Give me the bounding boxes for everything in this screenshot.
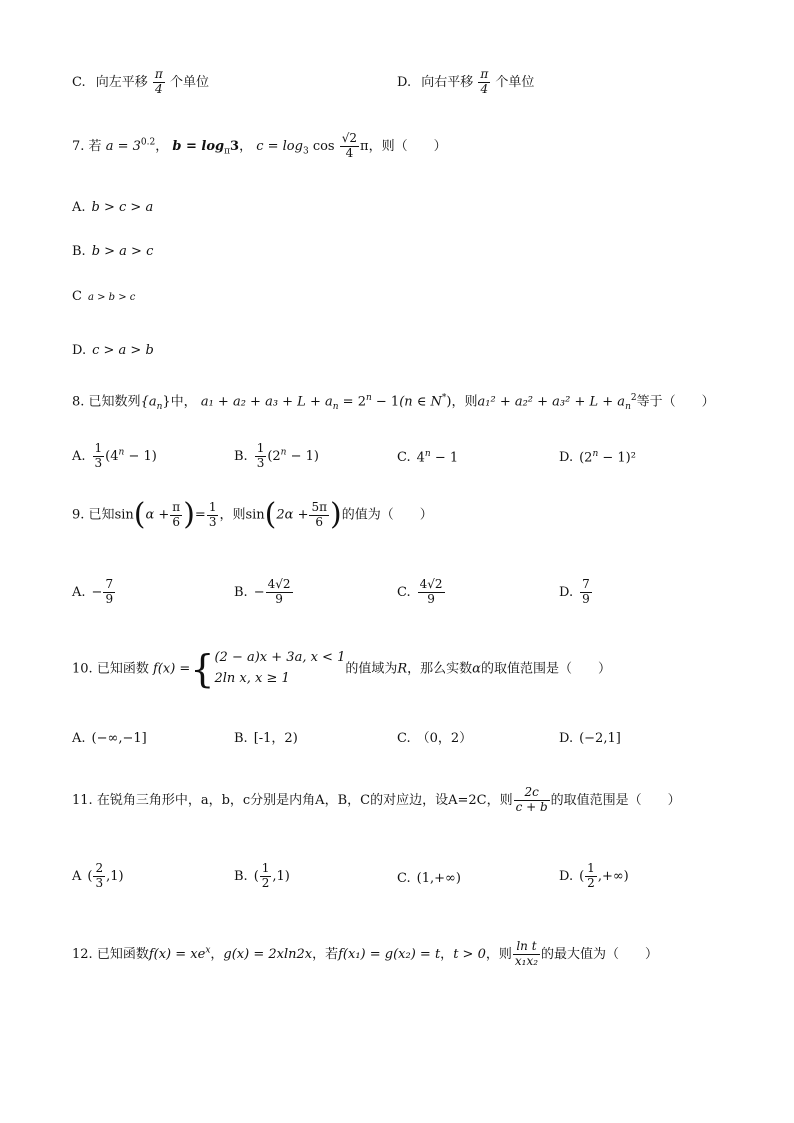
q8-option-b: B. $\frac{1}{3}$ $(2^n - 1)$: [234, 441, 319, 470]
q10-stem: 10. 已知函数 f(x) ={ (2 − a)x + 3a, x < 1 2ln x, x ≥ 1 的值域为R，那么实数α的取值范围是（ ）: [72, 646, 611, 691]
q10-option-b: B. [-1，2): [234, 731, 298, 746]
q10-option-c: C. （0，2）: [397, 731, 473, 746]
q11-option-a: A ( $\frac{2}{3}$ ,1): [72, 861, 124, 890]
fraction: $\frac{\pi}{4}$: [154, 67, 163, 96]
q12-stem: 12. 已知函数$f(x) = xe^x$，g(x) = 2xln2x，若f(x₁) = g(x₂) = t，t > 0，则 $\frac{\text{ln t}}{\text{x₁x₂}}$ 的最大值为（ ）: [72, 939, 659, 968]
q9-option-d: D. $\frac{7}{9}$: [559, 577, 590, 606]
q10-option-d: D. (−2,1]: [559, 731, 621, 746]
q8-option-a: A. $\frac{1}{3}$ $(4^n - 1)$: [72, 441, 157, 470]
q7-option-a: A. b > c > a: [72, 200, 154, 215]
q8-option-c: C. $4^n - 1$: [397, 449, 459, 466]
q8-stem: 8. 已知数列$\{a_n\}$中， $a_1 + a_2 + a_3 + L + a_n = 2^n - 1(n$ ∈ N*)，则$a_1^2 + a_2^2 + a_3^2 + L + a_n^2$等于（ ）: [72, 393, 715, 412]
q11-option-c: C. (1,+∞): [397, 871, 461, 886]
q11-stem: 11. 在锐角三角形中，a，b，c分别是内角A，B，C的对应边，设A=2C，则 $\frac{2c}{c + b}$ 的取值范围是（ ）: [72, 785, 681, 814]
fraction: $\frac{\pi}{4}$: [480, 67, 489, 96]
q9-stem: 9. 已知sin(α + $\frac{\pi}{6}$ )= $\frac{1}{3}$ ，则sin(2α + $\frac{5\pi}{6}$ )的值为（ ）: [72, 497, 433, 532]
q7-option-c: C a > b > c: [72, 289, 136, 304]
q8-option-d: D. $(2^n - 1)^2$: [559, 449, 636, 466]
q9-option-a: A. − $\frac{7}{9}$: [72, 577, 114, 606]
q7-option-b: B. b > a > c: [72, 244, 154, 259]
q6-option-d: D. 向右平移 $\frac{\pi}{4}$ 个单位: [397, 67, 535, 96]
fraction: $\frac{√2}{4}$: [341, 131, 358, 160]
q11-option-d: D. ( $\frac{1}{2}$ ,+∞): [559, 861, 629, 890]
q9-option-c: C. $\frac{4√2}{9}$: [397, 577, 443, 606]
q10-option-a: A. (−∞,−1]: [72, 731, 147, 746]
q6-option-c: C. 向左平移 $\frac{\pi}{4}$ 个单位: [72, 67, 209, 96]
q7-option-d: D. c > a > b: [72, 343, 154, 358]
q9-option-b: B. − $\frac{4√2}{9}$: [234, 577, 291, 606]
q11-option-b: B. ( $\frac{1}{2}$ ,1): [234, 861, 290, 890]
q7-stem: 7. 若 $a = 3^{0.2}$， $b = \log_\pi 3$， $c = \log_3 \cos$ $\frac{√2}{4}$ π，则（ ）: [72, 131, 447, 160]
